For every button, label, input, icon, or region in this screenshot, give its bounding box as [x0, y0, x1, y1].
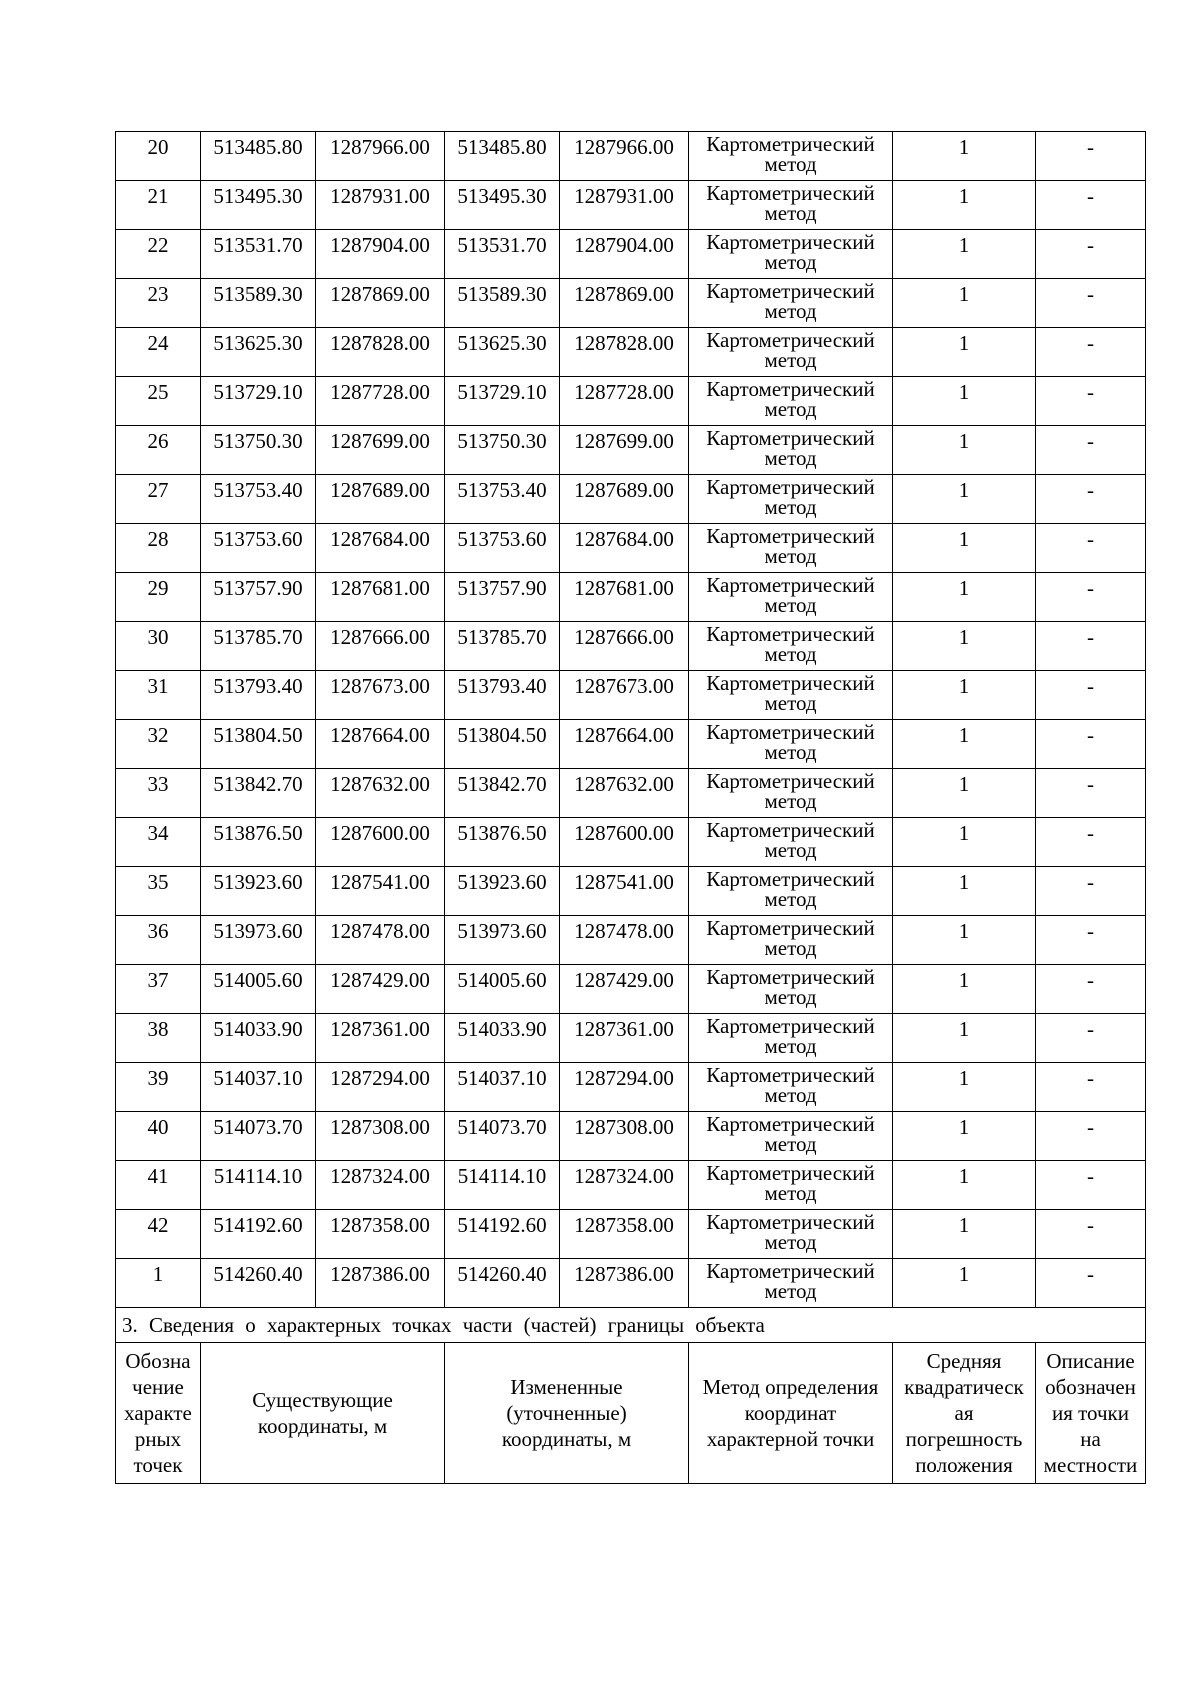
header-line: Измененные — [510, 1375, 623, 1399]
method-cell — [689, 1259, 893, 1308]
existing-x-cell: 513753.40 — [201, 475, 316, 524]
existing-y-cell: 1287728.00 — [316, 377, 445, 426]
description-cell: - — [1036, 622, 1146, 671]
error-cell: 1 — [893, 1259, 1036, 1308]
changed-y-cell: 1287358.00 — [560, 1210, 689, 1259]
error-cell: 1 — [893, 377, 1036, 426]
method-line-2: метод — [764, 201, 817, 225]
existing-x-cell: 513531.70 — [201, 230, 316, 279]
description-cell: - — [1036, 230, 1146, 279]
description-cell: - — [1036, 1161, 1146, 1210]
method-line-1: Картометрический — [706, 475, 875, 499]
method-line-2: метод — [764, 1181, 817, 1205]
point-number-cell: 32 — [116, 720, 201, 769]
changed-x-cell: 513729.10 — [445, 377, 560, 426]
header-line: Средняя — [926, 1349, 1002, 1373]
existing-x-cell: 514260.40 — [201, 1259, 316, 1308]
section-title-row — [116, 1308, 1146, 1343]
header-point-description — [1036, 1343, 1146, 1484]
method-cell — [689, 475, 893, 524]
changed-x-cell: 513750.30 — [445, 426, 560, 475]
existing-y-cell: 1287828.00 — [316, 328, 445, 377]
header-line: Описание — [1046, 1349, 1135, 1373]
existing-x-cell: 513876.50 — [201, 818, 316, 867]
changed-x-cell: 514073.70 — [445, 1112, 560, 1161]
method-line-1: Картометрический — [706, 1259, 875, 1283]
header-line: Обозна — [125, 1349, 191, 1373]
method-line-2: метод — [764, 985, 817, 1009]
point-number-cell: 39 — [116, 1063, 201, 1112]
changed-x-cell: 513876.50 — [445, 818, 560, 867]
header-line: Существующие — [252, 1388, 393, 1412]
method-cell — [689, 1161, 893, 1210]
existing-x-cell: 514005.60 — [201, 965, 316, 1014]
method-line-2: метод — [764, 1034, 817, 1058]
method-cell — [689, 230, 893, 279]
method-cell — [689, 181, 893, 230]
method-line-1: Картометрический — [706, 132, 875, 156]
existing-x-cell: 513785.70 — [201, 622, 316, 671]
changed-y-cell: 1287728.00 — [560, 377, 689, 426]
point-number-cell: 37 — [116, 965, 201, 1014]
error-cell: 1 — [893, 1161, 1036, 1210]
header-line: обозначен — [1045, 1375, 1136, 1399]
method-line-2: метод — [764, 1279, 817, 1303]
description-cell: - — [1036, 573, 1146, 622]
point-number-cell: 40 — [116, 1112, 201, 1161]
changed-y-cell: 1287664.00 — [560, 720, 689, 769]
header-line: координаты, м — [257, 1414, 388, 1438]
header-line: координаты, м — [501, 1427, 632, 1451]
method-line-1: Картометрический — [706, 1014, 875, 1038]
method-line-1: Картометрический — [706, 1063, 875, 1087]
header-line: положения — [915, 1453, 1013, 1477]
header-line: точек — [133, 1453, 183, 1477]
table-row — [116, 377, 1146, 426]
method-line-2: метод — [764, 152, 817, 176]
error-cell: 1 — [893, 1014, 1036, 1063]
method-line-2: метод — [764, 887, 817, 911]
error-cell: 1 — [893, 916, 1036, 965]
description-cell: - — [1036, 1210, 1146, 1259]
method-cell — [689, 769, 893, 818]
description-cell: - — [1036, 965, 1146, 1014]
header-method — [689, 1343, 893, 1484]
existing-y-cell: 1287600.00 — [316, 818, 445, 867]
changed-x-cell: 514192.60 — [445, 1210, 560, 1259]
header-line: (уточненные) — [506, 1401, 627, 1425]
table-row — [116, 524, 1146, 573]
point-number-cell: 33 — [116, 769, 201, 818]
table-row — [116, 818, 1146, 867]
existing-y-cell: 1287632.00 — [316, 769, 445, 818]
description-cell: - — [1036, 1112, 1146, 1161]
method-line-1: Картометрический — [706, 230, 875, 254]
method-cell — [689, 965, 893, 1014]
header-changed-coordinates — [445, 1343, 689, 1484]
header-row — [116, 1343, 1146, 1484]
description-cell: - — [1036, 867, 1146, 916]
changed-x-cell: 513485.80 — [445, 132, 560, 181]
description-cell: - — [1036, 1259, 1146, 1308]
method-line-2: метод — [764, 446, 817, 470]
method-line-1: Картометрический — [706, 818, 875, 842]
changed-y-cell: 1287308.00 — [560, 1112, 689, 1161]
changed-y-cell: 1287632.00 — [560, 769, 689, 818]
existing-x-cell: 513753.60 — [201, 524, 316, 573]
point-number-cell: 26 — [116, 426, 201, 475]
changed-y-cell: 1287478.00 — [560, 916, 689, 965]
table-row — [116, 279, 1146, 328]
table-body — [116, 132, 1146, 1308]
table-row — [116, 475, 1146, 524]
method-line-1: Картометрический — [706, 720, 875, 744]
method-line-1: Картометрический — [706, 1161, 875, 1185]
point-number-cell: 22 — [116, 230, 201, 279]
description-cell: - — [1036, 132, 1146, 181]
table-row — [116, 1014, 1146, 1063]
changed-y-cell: 1287966.00 — [560, 132, 689, 181]
method-line-1: Картометрический — [706, 181, 875, 205]
changed-x-cell: 514114.10 — [445, 1161, 560, 1210]
point-number-cell: 41 — [116, 1161, 201, 1210]
method-cell — [689, 573, 893, 622]
existing-y-cell: 1287699.00 — [316, 426, 445, 475]
coordinates-table — [115, 131, 1146, 1484]
header-line: ая — [954, 1401, 974, 1425]
existing-y-cell: 1287324.00 — [316, 1161, 445, 1210]
changed-x-cell: 514005.60 — [445, 965, 560, 1014]
changed-x-cell: 514260.40 — [445, 1259, 560, 1308]
point-number-cell: 25 — [116, 377, 201, 426]
header-point-designation — [116, 1343, 201, 1484]
method-line-2: метод — [764, 789, 817, 813]
method-line-1: Картометрический — [706, 622, 875, 646]
existing-x-cell: 513729.10 — [201, 377, 316, 426]
existing-y-cell: 1287904.00 — [316, 230, 445, 279]
method-cell — [689, 328, 893, 377]
description-cell: - — [1036, 328, 1146, 377]
changed-x-cell: 513842.70 — [445, 769, 560, 818]
method-line-2: метод — [764, 250, 817, 274]
changed-x-cell: 513757.90 — [445, 573, 560, 622]
changed-x-cell: 514033.90 — [445, 1014, 560, 1063]
table-row — [116, 622, 1146, 671]
description-cell: - — [1036, 769, 1146, 818]
method-cell — [689, 279, 893, 328]
existing-y-cell: 1287308.00 — [316, 1112, 445, 1161]
error-cell: 1 — [893, 230, 1036, 279]
changed-y-cell: 1287931.00 — [560, 181, 689, 230]
changed-y-cell: 1287681.00 — [560, 573, 689, 622]
method-line-1: Картометрический — [706, 671, 875, 695]
method-cell — [689, 671, 893, 720]
error-cell: 1 — [893, 720, 1036, 769]
changed-y-cell: 1287673.00 — [560, 671, 689, 720]
changed-y-cell: 1287869.00 — [560, 279, 689, 328]
changed-y-cell: 1287600.00 — [560, 818, 689, 867]
existing-x-cell: 513625.30 — [201, 328, 316, 377]
error-cell: 1 — [893, 181, 1036, 230]
error-cell: 1 — [893, 622, 1036, 671]
error-cell: 1 — [893, 475, 1036, 524]
changed-x-cell: 513625.30 — [445, 328, 560, 377]
header-line: рных — [134, 1427, 182, 1451]
description-cell: - — [1036, 916, 1146, 965]
changed-x-cell: 513793.40 — [445, 671, 560, 720]
description-cell: - — [1036, 181, 1146, 230]
table-row — [116, 720, 1146, 769]
table-row — [116, 867, 1146, 916]
table-tail — [116, 1308, 1146, 1484]
method-line-1: Картометрический — [706, 769, 875, 793]
point-number-cell: 38 — [116, 1014, 201, 1063]
existing-x-cell: 513485.80 — [201, 132, 316, 181]
existing-y-cell: 1287689.00 — [316, 475, 445, 524]
point-number-cell: 42 — [116, 1210, 201, 1259]
method-line-1: Картометрический — [706, 1210, 875, 1234]
existing-y-cell: 1287664.00 — [316, 720, 445, 769]
table-row — [116, 671, 1146, 720]
header-line: координат — [744, 1401, 837, 1425]
table-row — [116, 181, 1146, 230]
existing-y-cell: 1287541.00 — [316, 867, 445, 916]
header-mean-square-error — [893, 1343, 1036, 1484]
changed-x-cell: 513753.60 — [445, 524, 560, 573]
error-cell: 1 — [893, 965, 1036, 1014]
point-number-cell: 31 — [116, 671, 201, 720]
method-line-2: метод — [764, 936, 817, 960]
table-row — [116, 916, 1146, 965]
point-number-cell: 30 — [116, 622, 201, 671]
error-cell: 1 — [893, 426, 1036, 475]
table-row — [116, 132, 1146, 181]
point-number-cell: 23 — [116, 279, 201, 328]
existing-y-cell: 1287681.00 — [316, 573, 445, 622]
method-cell — [689, 1014, 893, 1063]
error-cell: 1 — [893, 1210, 1036, 1259]
table-row — [116, 230, 1146, 279]
changed-y-cell: 1287699.00 — [560, 426, 689, 475]
method-cell — [689, 524, 893, 573]
error-cell: 1 — [893, 524, 1036, 573]
method-line-2: метод — [764, 1132, 817, 1156]
method-line-2: метод — [764, 740, 817, 764]
description-cell: - — [1036, 279, 1146, 328]
changed-y-cell: 1287689.00 — [560, 475, 689, 524]
description-cell: - — [1036, 1014, 1146, 1063]
error-cell: 1 — [893, 132, 1036, 181]
table-row — [116, 1161, 1146, 1210]
description-cell: - — [1036, 524, 1146, 573]
method-line-1: Картометрический — [706, 573, 875, 597]
method-line-2: метод — [764, 397, 817, 421]
changed-y-cell: 1287684.00 — [560, 524, 689, 573]
method-cell — [689, 916, 893, 965]
existing-x-cell: 514037.10 — [201, 1063, 316, 1112]
method-cell — [689, 1210, 893, 1259]
method-cell — [689, 867, 893, 916]
method-line-1: Картометрический — [706, 916, 875, 940]
existing-x-cell: 513842.70 — [201, 769, 316, 818]
table-row — [116, 573, 1146, 622]
error-cell: 1 — [893, 818, 1036, 867]
header-line: местности — [1043, 1453, 1138, 1477]
changed-x-cell: 513495.30 — [445, 181, 560, 230]
error-cell: 1 — [893, 867, 1036, 916]
existing-y-cell: 1287966.00 — [316, 132, 445, 181]
error-cell: 1 — [893, 671, 1036, 720]
description-cell: - — [1036, 1063, 1146, 1112]
method-cell — [689, 426, 893, 475]
point-number-cell: 20 — [116, 132, 201, 181]
table-row — [116, 426, 1146, 475]
method-line-2: метод — [764, 1083, 817, 1107]
changed-y-cell: 1287294.00 — [560, 1063, 689, 1112]
method-line-1: Картометрический — [706, 1112, 875, 1136]
changed-y-cell: 1287828.00 — [560, 328, 689, 377]
changed-y-cell: 1287904.00 — [560, 230, 689, 279]
existing-x-cell: 513589.30 — [201, 279, 316, 328]
existing-x-cell: 514192.60 — [201, 1210, 316, 1259]
existing-x-cell: 513793.40 — [201, 671, 316, 720]
method-line-1: Картометрический — [706, 965, 875, 989]
method-line-2: метод — [764, 691, 817, 715]
header-existing-coordinates — [201, 1343, 445, 1484]
existing-y-cell: 1287361.00 — [316, 1014, 445, 1063]
existing-x-cell: 514073.70 — [201, 1112, 316, 1161]
changed-x-cell: 513923.60 — [445, 867, 560, 916]
point-number-cell: 29 — [116, 573, 201, 622]
header-line: на — [1080, 1427, 1101, 1451]
existing-y-cell: 1287673.00 — [316, 671, 445, 720]
method-cell — [689, 818, 893, 867]
changed-x-cell: 513531.70 — [445, 230, 560, 279]
header-line: Метод определения — [702, 1375, 879, 1399]
changed-y-cell: 1287386.00 — [560, 1259, 689, 1308]
changed-x-cell: 513785.70 — [445, 622, 560, 671]
table-row — [116, 769, 1146, 818]
existing-x-cell: 513973.60 — [201, 916, 316, 965]
existing-x-cell: 513804.50 — [201, 720, 316, 769]
method-cell — [689, 377, 893, 426]
method-line-2: метод — [764, 1230, 817, 1254]
point-number-cell: 35 — [116, 867, 201, 916]
error-cell: 1 — [893, 328, 1036, 377]
method-line-1: Картометрический — [706, 426, 875, 450]
existing-y-cell: 1287386.00 — [316, 1259, 445, 1308]
point-number-cell: 27 — [116, 475, 201, 524]
point-number-cell: 28 — [116, 524, 201, 573]
error-cell: 1 — [893, 1063, 1036, 1112]
table-row — [116, 965, 1146, 1014]
description-cell: - — [1036, 720, 1146, 769]
existing-y-cell: 1287684.00 — [316, 524, 445, 573]
changed-y-cell: 1287324.00 — [560, 1161, 689, 1210]
header-line: ия точки — [1051, 1401, 1129, 1425]
changed-x-cell: 513973.60 — [445, 916, 560, 965]
changed-x-cell: 513753.40 — [445, 475, 560, 524]
existing-x-cell: 514033.90 — [201, 1014, 316, 1063]
table-row — [116, 328, 1146, 377]
header-line: чение — [132, 1375, 184, 1399]
description-cell: - — [1036, 377, 1146, 426]
point-number-cell: 24 — [116, 328, 201, 377]
existing-x-cell: 514114.10 — [201, 1161, 316, 1210]
changed-x-cell: 513804.50 — [445, 720, 560, 769]
error-cell: 1 — [893, 279, 1036, 328]
existing-x-cell: 513757.90 — [201, 573, 316, 622]
method-line-1: Картометрический — [706, 279, 875, 303]
method-line-1: Картометрический — [706, 867, 875, 891]
existing-y-cell: 1287478.00 — [316, 916, 445, 965]
method-line-2: метод — [764, 642, 817, 666]
table-row — [116, 1063, 1146, 1112]
description-cell: - — [1036, 671, 1146, 720]
table-row — [116, 1112, 1146, 1161]
method-cell — [689, 1063, 893, 1112]
existing-y-cell: 1287666.00 — [316, 622, 445, 671]
method-line-2: метод — [764, 495, 817, 519]
method-line-2: метод — [764, 299, 817, 323]
point-number-cell: 36 — [116, 916, 201, 965]
changed-x-cell: 514037.10 — [445, 1063, 560, 1112]
header-line: характерной точки — [706, 1427, 875, 1451]
table-row — [116, 1259, 1146, 1308]
changed-x-cell: 513589.30 — [445, 279, 560, 328]
table-row — [116, 1210, 1146, 1259]
existing-y-cell: 1287429.00 — [316, 965, 445, 1014]
header-line: погрешность — [905, 1427, 1023, 1451]
point-number-cell: 1 — [116, 1259, 201, 1308]
existing-x-cell: 513495.30 — [201, 181, 316, 230]
changed-y-cell: 1287361.00 — [560, 1014, 689, 1063]
method-cell — [689, 132, 893, 181]
changed-y-cell: 1287666.00 — [560, 622, 689, 671]
method-cell — [689, 622, 893, 671]
existing-x-cell: 513750.30 — [201, 426, 316, 475]
method-line-1: Картометрический — [706, 524, 875, 548]
header-line: характе — [124, 1401, 192, 1425]
error-cell: 1 — [893, 1112, 1036, 1161]
method-line-2: метод — [764, 348, 817, 372]
point-number-cell: 21 — [116, 181, 201, 230]
description-cell: - — [1036, 818, 1146, 867]
description-cell: - — [1036, 475, 1146, 524]
existing-x-cell: 513923.60 — [201, 867, 316, 916]
method-line-2: метод — [764, 544, 817, 568]
error-cell: 1 — [893, 573, 1036, 622]
section-title: 3. Сведения о характерных точках части (частей) границы объекта — [116, 1308, 1146, 1343]
existing-y-cell: 1287931.00 — [316, 181, 445, 230]
method-line-2: метод — [764, 593, 817, 617]
existing-y-cell: 1287869.00 — [316, 279, 445, 328]
changed-y-cell: 1287541.00 — [560, 867, 689, 916]
method-cell — [689, 720, 893, 769]
method-line-1: Картометрический — [706, 377, 875, 401]
existing-y-cell: 1287358.00 — [316, 1210, 445, 1259]
method-cell — [689, 1112, 893, 1161]
changed-y-cell: 1287429.00 — [560, 965, 689, 1014]
existing-y-cell: 1287294.00 — [316, 1063, 445, 1112]
point-number-cell: 34 — [116, 818, 201, 867]
error-cell: 1 — [893, 769, 1036, 818]
header-line: квадратическ — [904, 1375, 1024, 1399]
method-line-2: метод — [764, 838, 817, 862]
method-line-1: Картометрический — [706, 328, 875, 352]
description-cell: - — [1036, 426, 1146, 475]
